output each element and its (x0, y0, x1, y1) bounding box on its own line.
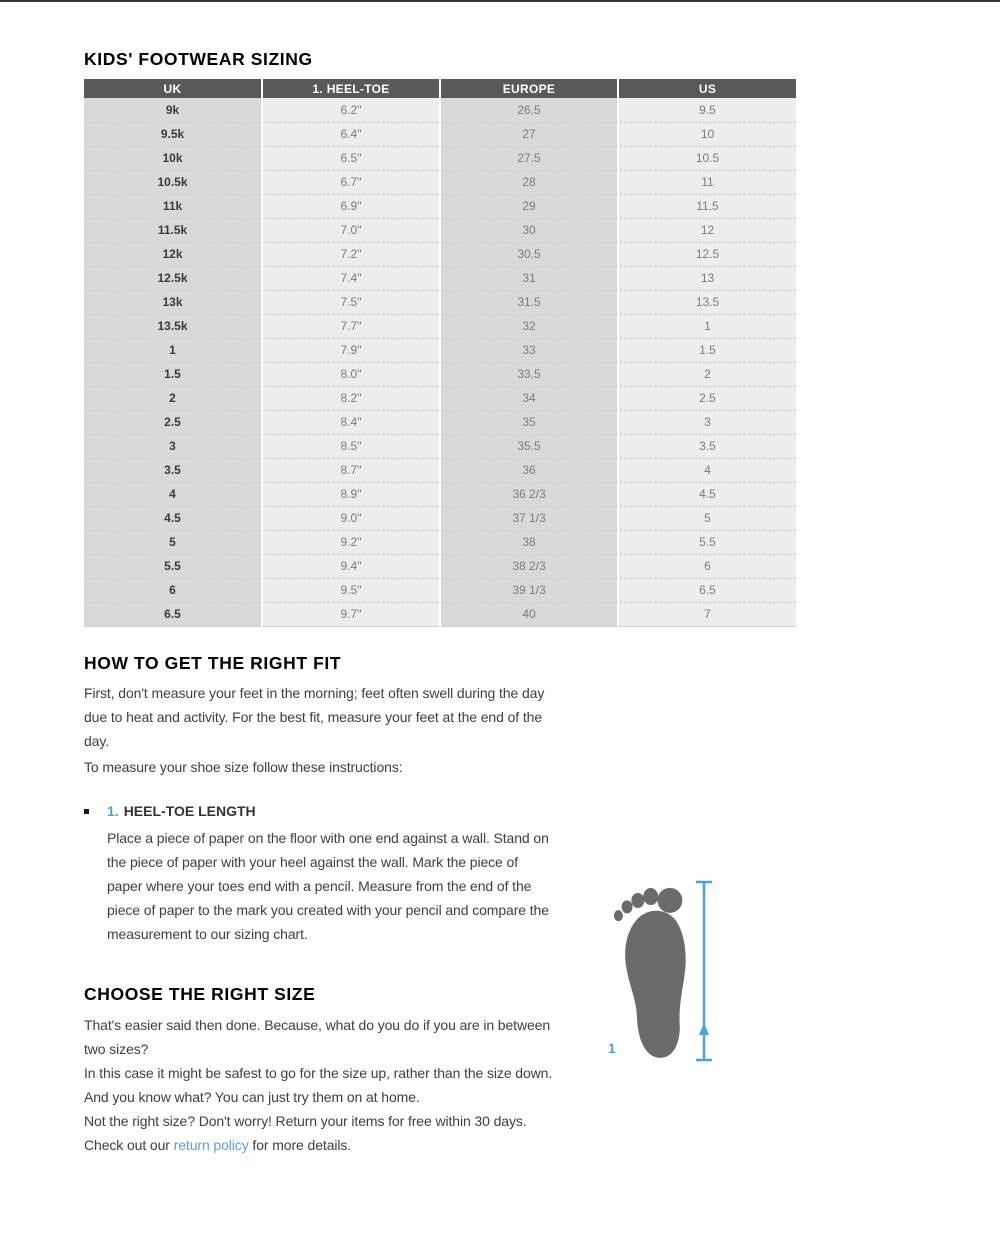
europe-size-cell: 33.5 (440, 362, 618, 386)
table-row (84, 410, 796, 434)
return-text-after: for more details. (248, 1136, 352, 1153)
heel-toe-step-title (107, 801, 554, 821)
heel-toe-cell: 9.2" (262, 530, 440, 554)
heel-toe-cell: 7.2" (262, 242, 440, 266)
table-row (84, 98, 796, 122)
us-size-cell: 5.5 (618, 530, 796, 554)
us-size-cell: 5 (618, 506, 796, 530)
table-row (84, 602, 796, 626)
size-table-body (84, 98, 796, 626)
heel-toe-cell: 6.4" (262, 122, 440, 146)
heel-toe-cell: 6.9" (262, 194, 440, 218)
heel-toe-cell: 8.2" (262, 386, 440, 410)
top-divider (0, 0, 1000, 2)
europe-size-cell: 35.5 (440, 434, 618, 458)
europe-size-cell: 30 (440, 218, 618, 242)
table-row (84, 434, 796, 458)
europe-size-cell: 39 1/3 (440, 578, 618, 602)
us-size-cell: 7 (618, 602, 796, 626)
us-size-cell: 10 (618, 122, 796, 146)
choose-section-heading: CHOOSE THE RIGHT SIZE (84, 983, 316, 1004)
us-size-cell: 6 (618, 554, 796, 578)
us-size-cell: 13.5 (618, 290, 796, 314)
heel-toe-cell: 9.5" (262, 578, 440, 602)
uk-size-cell: 9.5k (84, 122, 262, 146)
europe-size-cell: 26.5 (440, 98, 618, 122)
us-size-cell: 9.5 (618, 98, 796, 122)
us-size-cell: 2.5 (618, 386, 796, 410)
heel-toe-cell: 8.9" (262, 482, 440, 506)
instructions-lead-in: To measure your shoe size follow these instructions: (84, 758, 403, 775)
heel-toe-cell: 7.5" (262, 290, 440, 314)
heel-toe-measurement-figure (608, 876, 713, 1066)
return-policy-link[interactable]: return policy (173, 1136, 249, 1153)
figure-step-label: 1 (608, 1040, 616, 1056)
europe-size-cell: 31 (440, 266, 618, 290)
europe-size-cell: 36 2/3 (440, 482, 618, 506)
table-row (84, 194, 796, 218)
heel-toe-cell: 9.7" (262, 602, 440, 626)
uk-size-cell: 1.5 (84, 362, 262, 386)
us-size-cell: 10.5 (618, 146, 796, 170)
foot-measurement-illustration (608, 876, 713, 1066)
heel-toe-step-body: Place a piece of paper on the floor with one end against a wall. Stand on the piece of paper with your heel against the wall. Mark the piece of paper where your toes end with a pencil. Measure from the end of the piece of paper to the mark you created with your pencil and compare the measurement to our sizing chart. (107, 829, 549, 942)
step-title-label: HEEL-TOE LENGTH (123, 802, 256, 819)
table-row (84, 386, 796, 410)
table-row (84, 218, 796, 242)
table-row (84, 146, 796, 170)
europe-size-cell: 30.5 (440, 242, 618, 266)
heel-toe-cell: 6.5" (262, 146, 440, 170)
heel-toe-cell: 9.4" (262, 554, 440, 578)
europe-size-cell: 29 (440, 194, 618, 218)
table-row (84, 314, 796, 338)
us-size-cell: 3 (618, 410, 796, 434)
heel-toe-cell: 8.5" (262, 434, 440, 458)
table-row (84, 554, 796, 578)
table-row (84, 242, 796, 266)
heel-toe-cell: 7.0" (262, 218, 440, 242)
heel-toe-instruction-item (84, 801, 554, 946)
europe-size-cell: 34 (440, 386, 618, 410)
choose-paragraph-2: In this case it might be safest to go for the size up, rather than the size down. And you know what? You can just try them on at home. (84, 1064, 553, 1105)
square-bullet-icon (84, 809, 89, 814)
column-header-uk: UK (84, 79, 262, 98)
table-row (84, 266, 796, 290)
kids-footwear-size-table (84, 79, 796, 627)
uk-size-cell: 11k (84, 194, 262, 218)
europe-size-cell: 27 (440, 122, 618, 146)
uk-size-cell: 1 (84, 338, 262, 362)
table-row (84, 458, 796, 482)
us-size-cell: 11.5 (618, 194, 796, 218)
uk-size-cell: 9k (84, 98, 262, 122)
europe-size-cell: 28 (440, 170, 618, 194)
table-row (84, 362, 796, 386)
choose-paragraph-1: That's easier said then done. Because, what do you do if you are in between two sizes? (84, 1016, 551, 1057)
us-size-cell: 4.5 (618, 482, 796, 506)
us-size-cell: 6.5 (618, 578, 796, 602)
heel-toe-cell: 7.7" (262, 314, 440, 338)
europe-size-cell: 35 (440, 410, 618, 434)
europe-size-cell: 33 (440, 338, 618, 362)
europe-size-cell: 37 1/3 (440, 506, 618, 530)
uk-size-cell: 4.5 (84, 506, 262, 530)
step-number: 1. (107, 802, 119, 819)
uk-size-cell: 5.5 (84, 554, 262, 578)
table-row (84, 290, 796, 314)
uk-size-cell: 3 (84, 434, 262, 458)
europe-size-cell: 32 (440, 314, 618, 338)
europe-size-cell: 38 2/3 (440, 554, 618, 578)
uk-size-cell: 13k (84, 290, 262, 314)
table-row (84, 482, 796, 506)
uk-size-cell: 10k (84, 146, 262, 170)
table-header-row (84, 79, 796, 98)
us-size-cell: 3.5 (618, 434, 796, 458)
us-size-cell: 12.5 (618, 242, 796, 266)
us-size-cell: 1.5 (618, 338, 796, 362)
europe-size-cell: 40 (440, 602, 618, 626)
choose-paragraph-3 (84, 1109, 554, 1157)
table-row (84, 122, 796, 146)
uk-size-cell: 10.5k (84, 170, 262, 194)
foot-silhouette-icon (613, 887, 689, 1059)
uk-size-cell: 12k (84, 242, 262, 266)
table-row (84, 506, 796, 530)
heel-toe-cell: 8.0" (262, 362, 440, 386)
uk-size-cell: 12.5k (84, 266, 262, 290)
heel-toe-cell: 6.7" (262, 170, 440, 194)
page-title: KIDS' FOOTWEAR SIZING (84, 49, 313, 69)
fit-intro-paragraph: First, don't measure your feet in the morning; feet often swell during the day due to heat and activity. For the best fit, measure your feet at the end of the day. (84, 684, 545, 749)
europe-size-cell: 36 (440, 458, 618, 482)
fit-section-heading: HOW TO GET THE RIGHT FIT (84, 652, 342, 673)
uk-size-cell: 5 (84, 530, 262, 554)
heel-toe-cell: 7.9" (262, 338, 440, 362)
europe-size-cell: 38 (440, 530, 618, 554)
us-size-cell: 1 (618, 314, 796, 338)
heel-toe-cell: 6.2" (262, 98, 440, 122)
column-header-heel-toe: 1. HEEL-TOE (262, 79, 440, 98)
europe-size-cell: 27.5 (440, 146, 618, 170)
heel-toe-cell: 8.4" (262, 410, 440, 434)
table-row (84, 170, 796, 194)
europe-size-cell: 31.5 (440, 290, 618, 314)
return-text-before: Not the right size? Don't worry! Return your items for free within 30 days. Check out our (84, 1112, 527, 1153)
heel-toe-cell: 8.7" (262, 458, 440, 482)
us-size-cell: 2 (618, 362, 796, 386)
heel-toe-cell: 7.4" (262, 266, 440, 290)
table-row (84, 530, 796, 554)
us-size-cell: 12 (618, 218, 796, 242)
uk-size-cell: 6.5 (84, 602, 262, 626)
uk-size-cell: 3.5 (84, 458, 262, 482)
us-size-cell: 13 (618, 266, 796, 290)
us-size-cell: 11 (618, 170, 796, 194)
us-size-cell: 4 (618, 458, 796, 482)
heel-toe-cell: 9.0" (262, 506, 440, 530)
uk-size-cell: 4 (84, 482, 262, 506)
table-row (84, 578, 796, 602)
uk-size-cell: 6 (84, 578, 262, 602)
uk-size-cell: 11.5k (84, 218, 262, 242)
uk-size-cell: 13.5k (84, 314, 262, 338)
uk-size-cell: 2 (84, 386, 262, 410)
column-header-europe: EUROPE (440, 79, 618, 98)
column-header-us: US (618, 79, 796, 98)
table-row (84, 338, 796, 362)
uk-size-cell: 2.5 (84, 410, 262, 434)
